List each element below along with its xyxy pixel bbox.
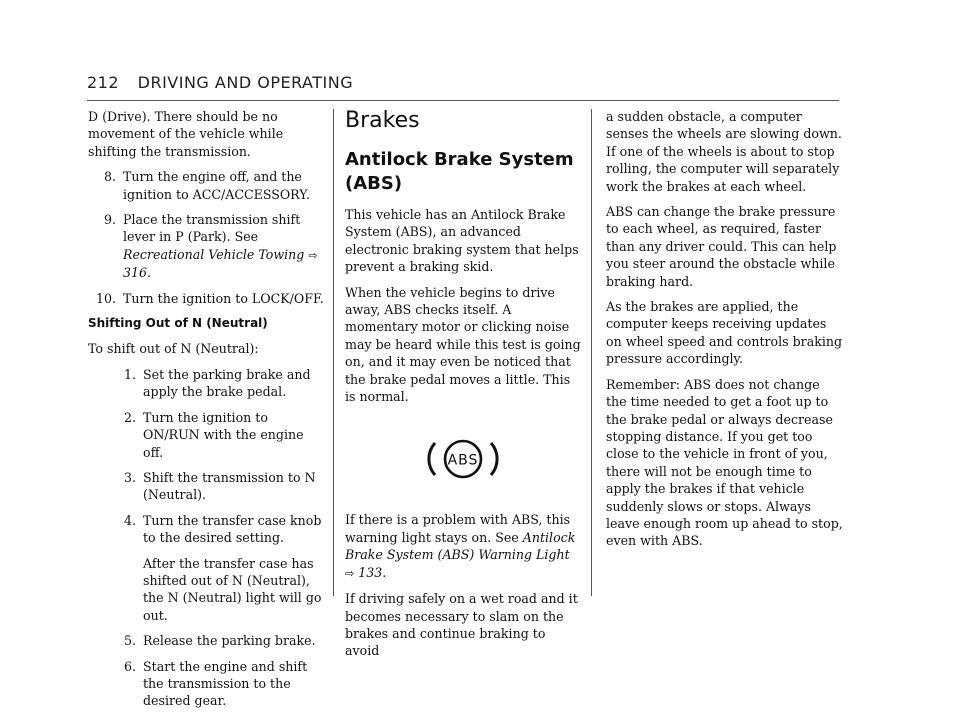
list-item: 2. Turn the ignition to ON/RUN with the engine off. [123,409,304,460]
abs-icon-label: ABS [447,452,479,469]
paragraph: If driving safely on a wet road and it becomes necessary to slam on the brakes and continue braking to avoid [345,591,578,659]
paragraph: If there is a problem with ABS, this warning light stays on. See Antilock Brake System (ABS) Warning Light ⇨ 133. [345,512,576,580]
step-number: 9. [103,212,116,228]
subsection-heading: Antilock Brake System (ABS) [345,149,574,194]
page-header [87,73,839,95]
list-item: 5. Release the parking brake. [123,633,316,649]
column-divider-1 [333,109,334,596]
page-ref-arrow-icon: ⇨ [345,566,355,580]
paragraph: ABS can change the brake pressure to each wheel, as required, faster than any driver could. This can help you steer around the obstacle while braking hard. [606,204,837,289]
intro-text: To shift out of N (Neutral): [88,341,259,357]
list-item-step10 [88,290,326,307]
section-title: DRIVING AND OPERATING [137,73,354,92]
step-number: 10. [95,290,116,306]
cross-reference-link[interactable]: Antilock Brake System (ABS) Warning Light [345,529,576,563]
list-item: 1. Set the parking brake and apply the brake pedal. [123,366,311,400]
paragraph: When the vehicle begins to drive away, ABS checks itself. A momentary motor or clicking noise may be heard while this test is going on, and it may even be noticed that the brake pedal moves a little. This is normal. [345,284,581,405]
list-item-step9 [88,211,326,282]
step-text: Turn the ignition to LOCK/OFF. [123,290,324,306]
header-rule [87,100,839,101]
list-item: 4. Turn the transfer case knob to the desired setting. [123,512,322,546]
column-divider-2 [591,109,592,596]
paragraph: a sudden obstacle, a computer senses the wheels are slowing down. If one of the wheels is about to stop rolling, the computer will separately work the brakes at each wheel. [606,109,842,194]
page-number: 212 [87,73,120,92]
step4-note: After the transfer case has shifted out of N (Neutral), the N (Neutral) light will go out. [143,555,322,623]
column-1 [88,108,326,718]
list-item: 6. Start the engine and shift the transmission to the desired gear. [123,658,308,709]
page-ref-arrow-icon: ⇨ [308,248,318,262]
step7-continuation: D (Drive). There should be no movement of the vehicle while shifting the transmission. [88,109,284,159]
cross-reference-link[interactable]: Recreational Vehicle Towing [123,246,305,262]
step-text: Turn the engine off, and the ignition to ACC/ACCESSORY. [123,169,310,202]
column-3 [606,108,844,558]
abs-warning-light-icon [345,437,581,481]
step-text: Place the transmission shift lever in P (Park). See Recreational Vehicle Towing ⇨ 316. [123,212,318,281]
subheading: Shifting Out of N (Neutral) [88,316,268,331]
column-2 [345,108,581,668]
abs-icon [425,437,501,481]
page-reference[interactable]: 133 [358,564,383,580]
paragraph: As the brakes are applied, the computer keeps receiving updates on wheel speed and controls braking pressure accordingly. [606,299,843,367]
page-reference[interactable]: 316 [123,265,148,281]
step-number: 8. [103,169,116,185]
list-item-step8 [88,168,326,203]
paragraph: This vehicle has an Antilock Brake System (ABS), an advanced electronic braking system that helps prevent a braking skid. [345,207,579,275]
list-item: 3. Shift the transmission to N (Neutral). [123,469,316,503]
section-heading: Brakes [345,108,420,133]
paragraph: Remember: ABS does not change the time needed to get a foot up to the brake pedal or always decrease stopping distance. If you get too close to the vehicle in front of you, there will not be enough time to apply the brakes if that vehicle suddenly slows or stops. Always leave enough room up ahead to stop, even with ABS. [606,376,843,549]
